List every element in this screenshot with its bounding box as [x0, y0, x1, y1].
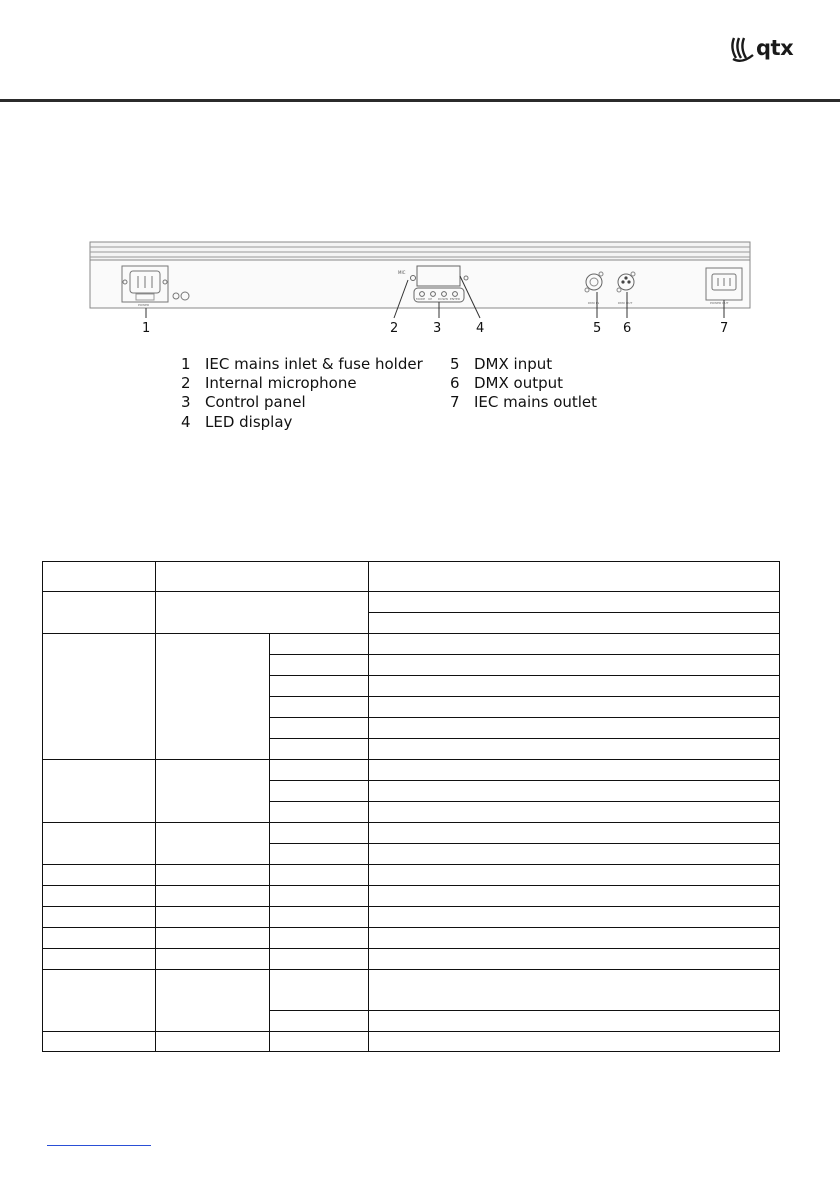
qtx-wave-icon — [728, 34, 756, 64]
panel-label-mic: MIC — [398, 270, 406, 275]
brand-name: qtx — [756, 36, 794, 60]
callout-4: 4 — [476, 321, 485, 336]
callout-2: 2 — [390, 321, 399, 336]
footer-link-underline[interactable] — [47, 1145, 151, 1146]
panel-label: DMX OUT — [618, 301, 633, 305]
callout-1: 1 — [142, 321, 151, 336]
panel-label: POWER OUT — [710, 301, 729, 305]
legend-item: 2 Internal microphone — [181, 374, 357, 392]
panel-label: DMX IN — [588, 301, 600, 305]
callout-5: 5 — [593, 321, 602, 336]
header-divider — [0, 99, 840, 102]
legend-item: 1 IEC mains inlet & fuse holder — [181, 355, 423, 373]
panel-label: DOWN — [438, 297, 448, 301]
panel-label: POWER — [138, 303, 150, 307]
legend-item: 6 DMX output — [450, 374, 564, 392]
callout-3: 3 — [433, 321, 442, 336]
panel-label: ENTER — [450, 297, 460, 301]
legend-item: 4 LED display — [181, 413, 293, 431]
panel-label: MODE — [416, 297, 426, 301]
rear-panel-diagram — [80, 236, 770, 338]
rear-panel-drawing — [80, 236, 770, 338]
callout-7: 7 — [720, 321, 729, 336]
dmx-channel-table — [42, 561, 780, 1052]
table-grid — [42, 561, 780, 1052]
legend-item: 5 DMX input — [450, 355, 553, 373]
brand-logo — [728, 34, 800, 64]
legend-item: 7 IEC mains outlet — [450, 393, 598, 411]
panel-label: UP — [428, 297, 433, 301]
callout-6: 6 — [623, 321, 632, 336]
legend-item: 3 Control panel — [181, 393, 306, 411]
